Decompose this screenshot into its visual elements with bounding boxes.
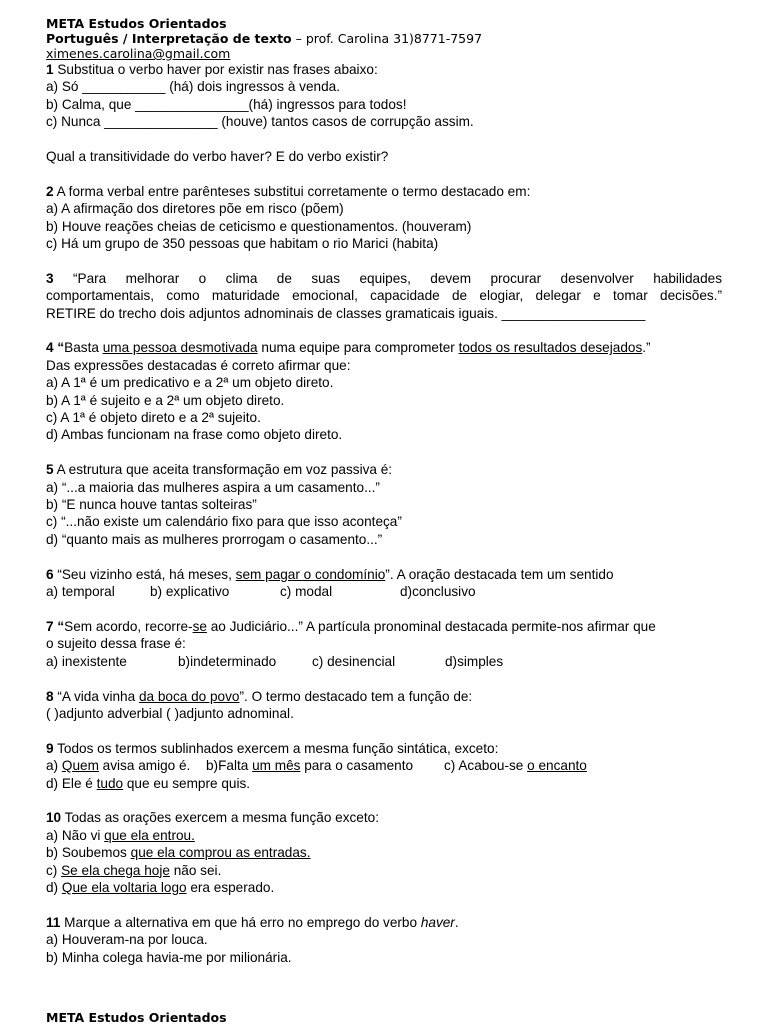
option-b: b) Houve reações cheias de ceticismo e questionamentos. (houveram) <box>46 218 472 234</box>
option-b: b) Minha colega havia-me por milionária. <box>46 949 292 965</box>
option-b: b)Falta um mês para o casamento <box>206 758 414 774</box>
question-stem: A forma verbal entre parênteses substitui corretamente o termo destacado em: <box>53 183 531 199</box>
italic-term: haver <box>420 914 455 930</box>
quote-text: .” <box>642 340 651 356</box>
option-a: a) inexistente <box>46 653 127 669</box>
question-number: 8 <box>46 688 54 704</box>
underlined-term: se <box>192 618 207 634</box>
question-number: 10 <box>46 810 62 826</box>
question-2 <box>46 183 722 253</box>
option-a: a) temporal <box>46 584 115 600</box>
option-d: d) Ele é tudo que eu sempre quis. <box>46 775 251 791</box>
option-d: d) Que ela voltaria logo era esperado. <box>46 879 275 895</box>
option-a: a) “...a maioria das mulheres aspira a um casamento...” <box>46 479 380 495</box>
option-a: a) A afirmação dos diretores põe em risco (põem) <box>46 201 344 217</box>
question-3 <box>46 270 722 322</box>
underlined-term: o encanto <box>527 758 587 774</box>
instruction: RETIRE do trecho dois adjuntos adnominais de classes gramaticais iguais. ___________________ <box>46 305 646 321</box>
quote-text: ao Judiciário...” A partícula pronominal destacada permite-nos afirmar que <box>206 618 656 634</box>
option-a: a) Houveram-na por louca. <box>46 932 208 948</box>
header <box>46 16 722 61</box>
option-d: d)simples <box>445 653 504 669</box>
question-extra: Qual a transitividade do verbo haver? E do verbo existir? <box>46 149 389 165</box>
option-c: c) modal <box>280 584 333 600</box>
option-c: c) desinencial <box>312 653 396 669</box>
option-d: d) “quanto mais as mulheres prorrogam o casamento...” <box>46 531 383 547</box>
underlined-term: da boca do povo <box>138 688 240 704</box>
question-stem: o sujeito dessa frase é: <box>46 636 186 652</box>
underlined-term-2: todos os resultados desejados <box>458 340 643 356</box>
option-a: a) Quem avisa amigo é. <box>46 758 191 774</box>
question-4 <box>46 339 722 443</box>
quote-text: ”. O termo destacado tem a função de: <box>239 688 473 704</box>
quote-text: numa equipe para comprometer <box>257 340 459 356</box>
question-10 <box>46 809 722 896</box>
open-quote: “ <box>53 618 65 634</box>
subject: Português / Interpretação de texto <box>46 31 292 46</box>
underlined-clause: Que ela voltaria logo <box>61 879 187 895</box>
underlined-term: Quem <box>61 758 99 774</box>
option-c: c) Nunca _______________ (houve) tantos casos de corrupção assim. <box>46 114 474 130</box>
option-b: b) Soubemos que ela comprou as entradas. <box>46 845 311 861</box>
question-7 <box>46 618 722 670</box>
teacher-info: – prof. Carolina 31)8771-7597 <box>291 31 483 46</box>
question-number: 9 <box>46 740 54 756</box>
question-stem: Todos os termos sublinhados exercem a mesma função sintática, exceto: <box>53 740 499 756</box>
underlined-term-1: uma pessoa desmotivada <box>102 340 258 356</box>
question-1 <box>46 61 722 165</box>
option-a: a) A 1ª é um predicativo e a 2ª um objeto direto. <box>46 375 334 391</box>
option-c: c) Se ela chega hoje não sei. <box>46 862 222 878</box>
question-stem: Das expressões destacadas é correto afirmar que: <box>46 357 351 373</box>
question-number: 5 <box>46 462 54 478</box>
underlined-clause: que ela entrou. <box>104 827 195 843</box>
question-9 <box>46 740 722 792</box>
option-c: c) A 1ª é objeto direto e a 2ª sujeito. <box>46 410 261 426</box>
option-d: d)conclusivo <box>400 584 476 600</box>
underlined-clause: que ela comprou as entradas. <box>130 845 311 861</box>
quote-text: “A vida vinha <box>53 688 139 704</box>
option-b: b) “E nunca houve tantas solteiras” <box>46 497 257 513</box>
option-c: c) Acabou-se o encanto <box>444 758 587 774</box>
question-number: 4 <box>46 340 54 356</box>
question-stem: Substitua o verbo haver por existir nas frases abaixo: <box>53 62 378 77</box>
email-link[interactable]: ximenes.carolina@gmail.com <box>46 46 231 61</box>
open-quote: “ <box>53 340 65 356</box>
quote-text: ”. A oração destacada tem um sentido <box>385 566 614 582</box>
question-number: 1 <box>46 62 54 77</box>
footer-org-name: META Estudos Orientados <box>46 1010 227 1025</box>
option-b: b) explicativo <box>150 584 230 600</box>
underlined-term: um mês <box>252 758 301 774</box>
option-b: b) Calma, que _______________(há) ingressos para todos! <box>46 96 407 112</box>
option-b: b)indeterminado <box>178 653 277 669</box>
question-number: 7 <box>46 618 54 634</box>
answer-options: ( )adjunto adverbial ( )adjunto adnominal. <box>46 705 294 721</box>
option-c: c) Há um grupo de 350 pessoas que habitam o rio Marici (habita) <box>46 236 439 252</box>
option-d: d) Ambas funcionam na frase como objeto direto. <box>46 427 343 443</box>
option-a: a) Não vi que ela entrou. <box>46 827 195 843</box>
question-number: 11 <box>46 914 61 930</box>
question-6 <box>46 566 722 601</box>
question-11: 11 Marque a alternativa em que há erro no emprego do verbo haver. a) Houveram-na por louca. b) Minha colega havia-me por milionária. <box>46 914 722 966</box>
quote-text: Basta <box>64 340 103 356</box>
quote-line-2: comportamentais, como maturidade emocional, capacidade de elogiar, delegar e tomar decisões.” <box>46 288 722 304</box>
question-5 <box>46 461 722 548</box>
question-number: 2 <box>46 183 54 199</box>
worksheet <box>46 16 722 966</box>
quote-line-1: “Para melhorar o clima de suas equipes, devem procurar desenvolver habilidades <box>53 270 722 286</box>
question-stem: Marque a alternativa em que há erro no emprego do verbo <box>60 914 421 930</box>
underlined-clause: Se ela chega hoje <box>61 862 170 878</box>
quote-text: “Seu vizinho está, há meses, <box>53 566 236 582</box>
question-8 <box>46 688 722 723</box>
underlined-term: tudo <box>96 775 124 791</box>
option-b: b) A 1ª é sujeito e a 2ª um objeto direto. <box>46 392 285 408</box>
option-a: a) Só ___________ (há) dois ingressos à venda. <box>46 79 340 95</box>
option-c: c) “...não existe um calendário fixo para que isso aconteça” <box>46 514 402 530</box>
org-name: META Estudos Orientados <box>46 16 227 31</box>
underlined-term: sem pagar o condomínio <box>235 566 386 582</box>
question-number: 6 <box>46 566 54 582</box>
question-stem: A estrutura que aceita transformação em voz passiva é: <box>53 462 393 478</box>
question-stem: Todas as orações exercem a mesma função exceto: <box>61 810 379 826</box>
question-number: 3 <box>46 270 54 286</box>
quote-text: Sem acordo, recorre- <box>64 618 193 634</box>
